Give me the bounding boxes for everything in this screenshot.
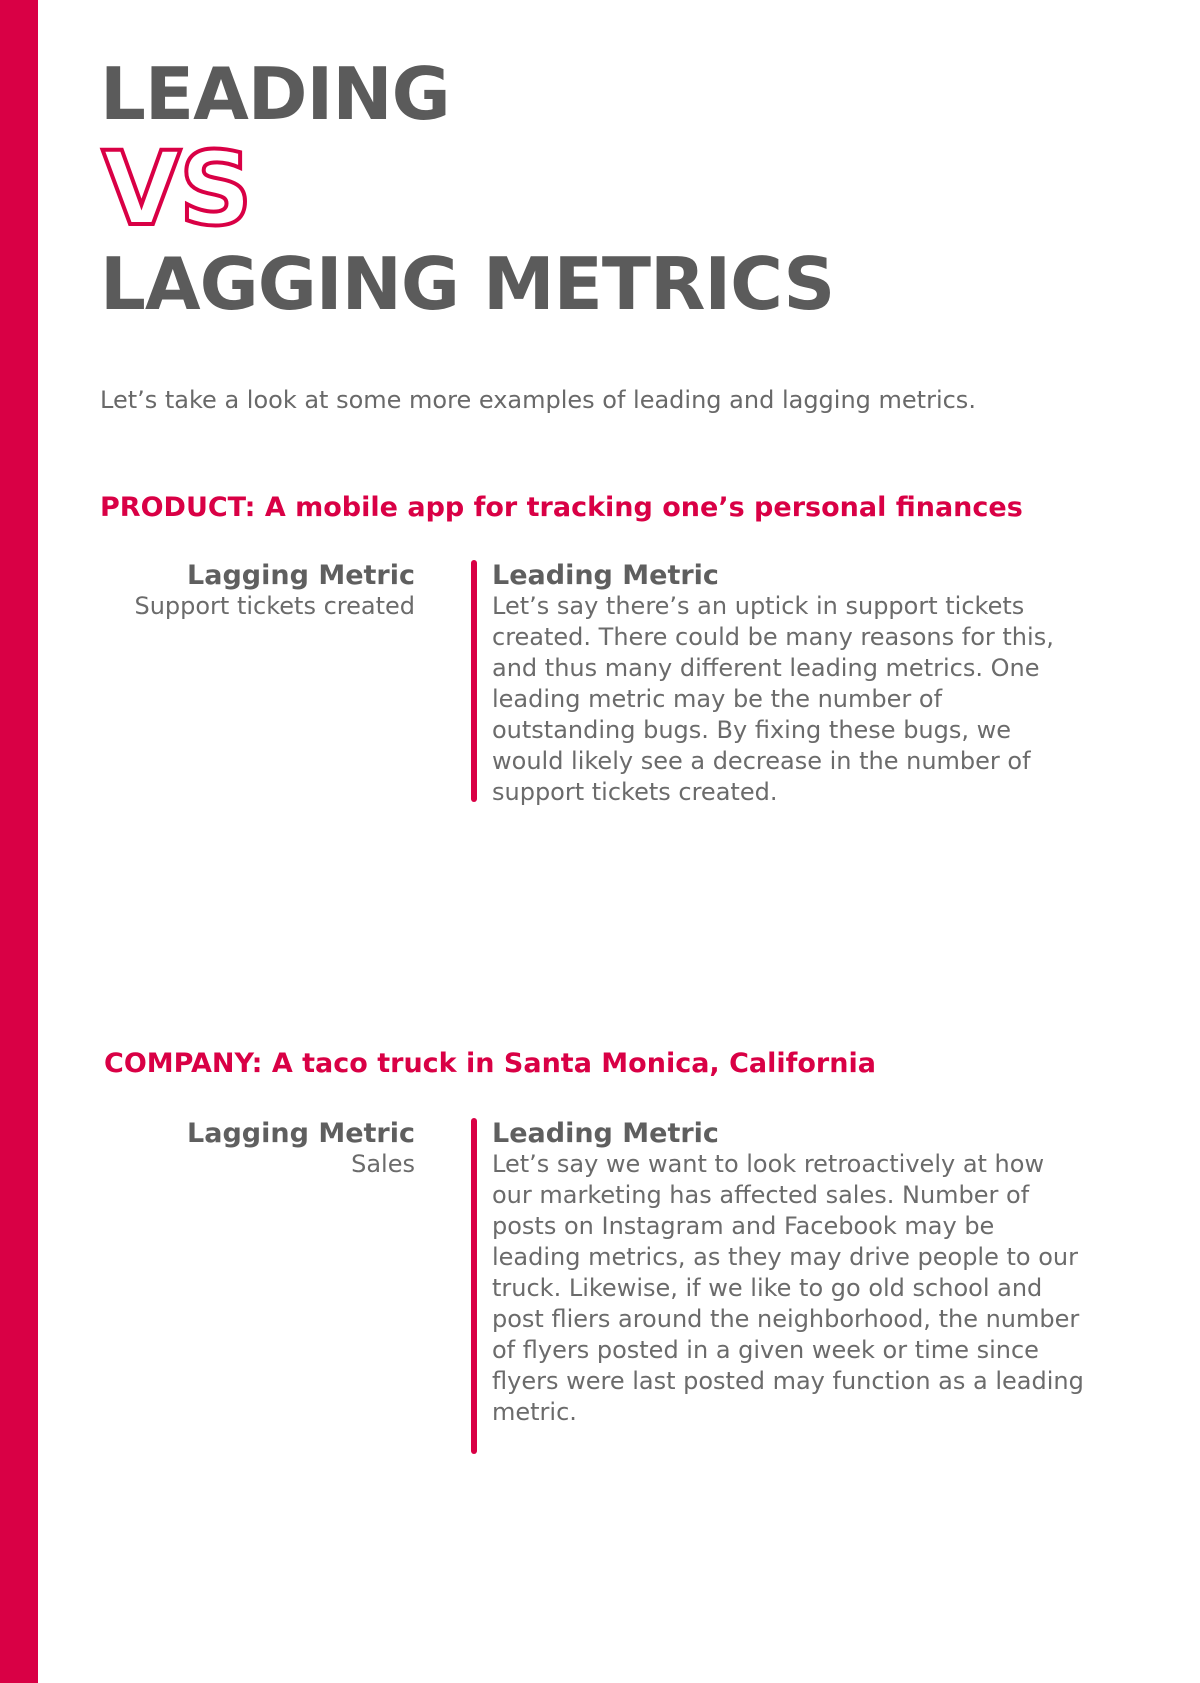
lagging-metric-text: Sales <box>351 1150 415 1178</box>
leading-metric-heading: Leading Metric <box>492 1118 719 1149</box>
leading-metric-heading: Leading Metric <box>492 560 719 591</box>
metric-divider <box>471 560 477 802</box>
title-lagging-metrics: LAGGING METRICS <box>100 242 835 326</box>
product-leading-metric <box>492 560 1102 808</box>
leading-metric-text: Let’s say we want to look retroactively at how our marketing has affected sales. Number of posts on Instagram and Facebook may be leading metrics, as they may drive people to our truck. Likewise, if we like to go old school and post fliers around the neighborhood, the number of flyers posted in a given week or time since flyers were last posted may function as a leading metric. <box>492 1150 1084 1426</box>
section-title-company: COMPANY: A taco truck in Santa Monica, California <box>104 1048 876 1079</box>
left-accent-bar <box>0 0 38 1683</box>
section-title-product: PRODUCT: A mobile app for tracking one’s personal finances <box>100 492 1023 523</box>
title-vs: VS <box>102 130 251 249</box>
lagging-metric-heading: Lagging Metric <box>187 1118 415 1149</box>
page-title <box>100 52 1000 326</box>
product-lagging-metric <box>95 560 415 622</box>
lagging-metric-heading: Lagging Metric <box>187 560 415 591</box>
company-lagging-metric <box>95 1118 415 1180</box>
metric-divider <box>471 1118 477 1454</box>
company-leading-metric <box>492 1118 1102 1428</box>
leading-metric-text: Let’s say there’s an uptick in support tickets created. There could be many reasons for this, and thus many different leading metrics. One leading metric may be the number of outstanding bugs. By fixing these bugs, we would likely see a decrease in the number of support tickets created. <box>492 592 1054 806</box>
lagging-metric-text: Support tickets created <box>134 592 415 620</box>
title-leading: LEADING <box>100 52 450 136</box>
intro-text: Let’s take a look at some more examples of leading and lagging metrics. <box>100 386 976 414</box>
